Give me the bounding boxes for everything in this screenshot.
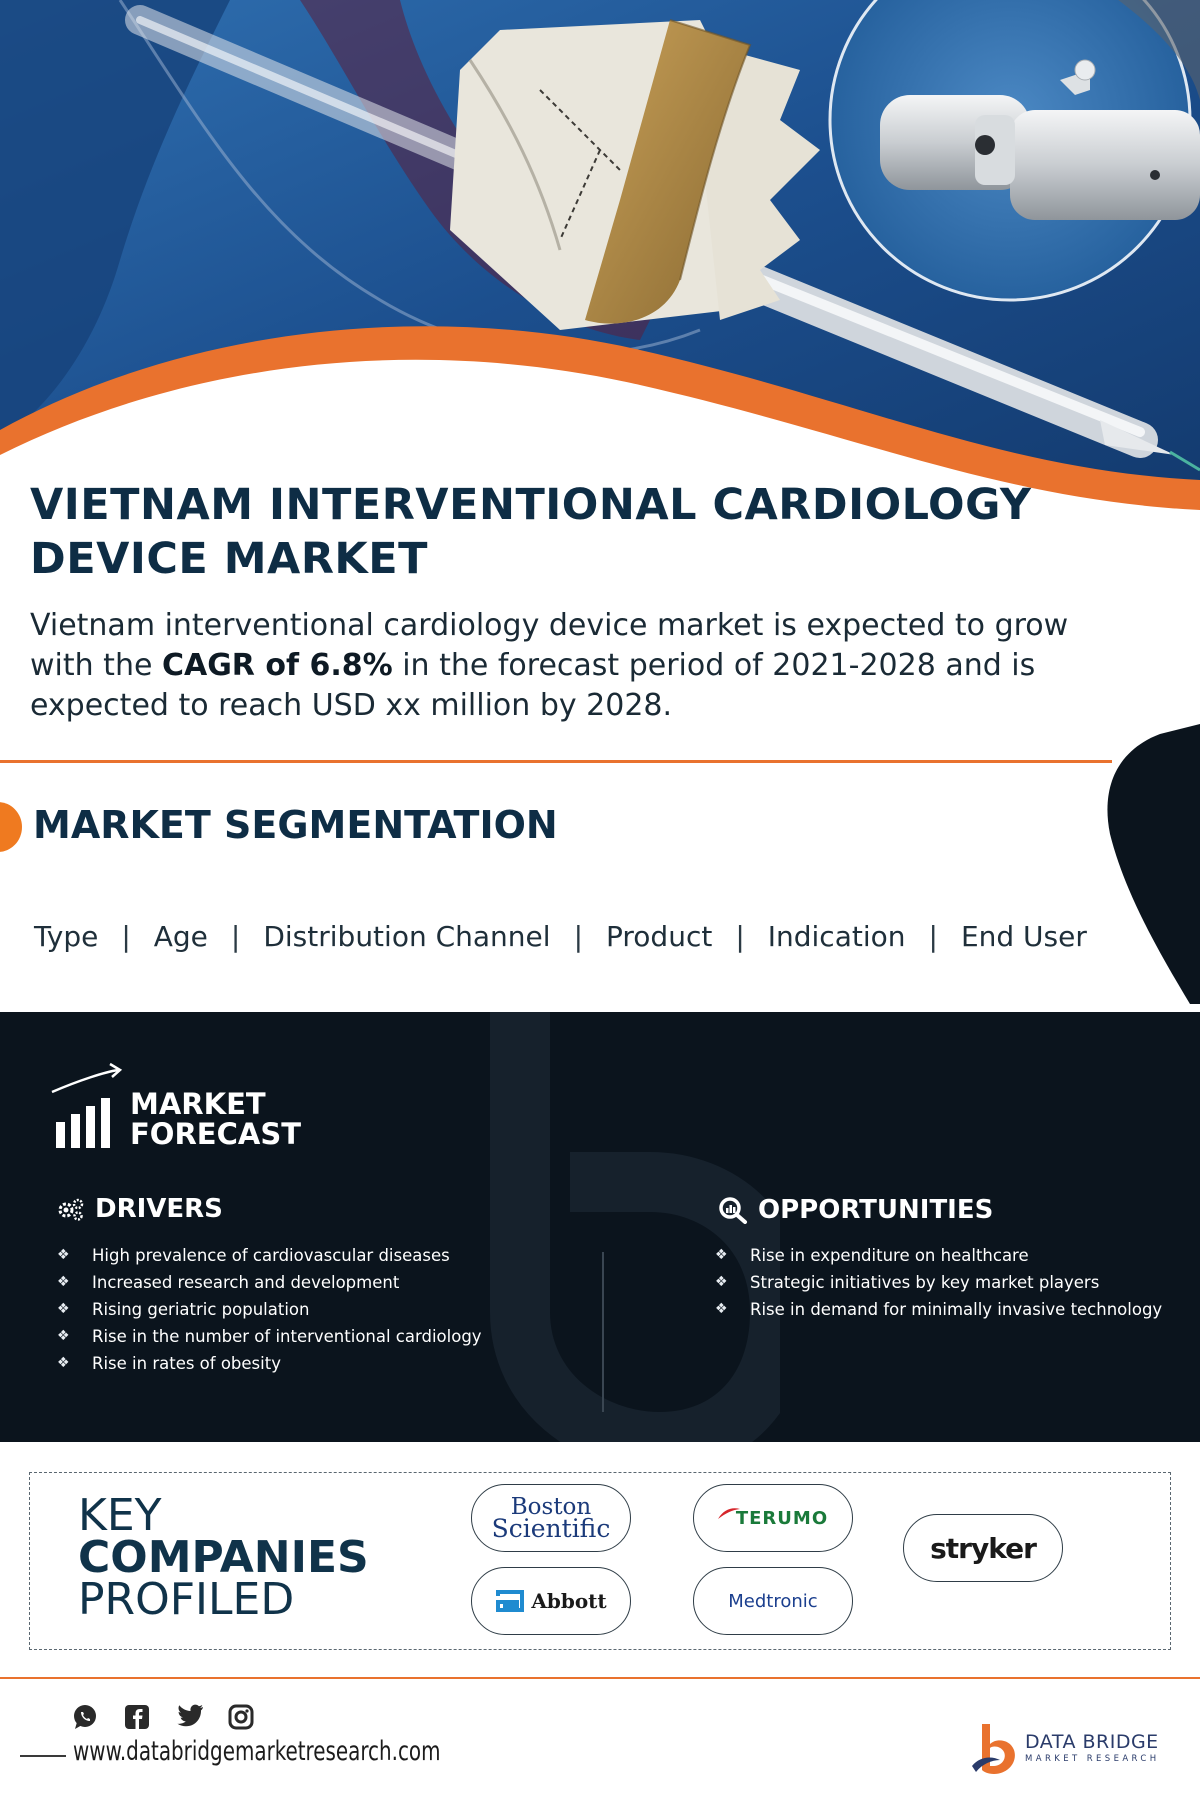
segment-separator: |: [928, 920, 938, 953]
footer-divider: [0, 1677, 1200, 1679]
segment-separator: |: [230, 920, 241, 953]
intro-suffix: in the forecast period of 2021-2028 and is expected to reach USD xx million by 2028.: [30, 648, 1036, 723]
social-icons: [72, 1704, 280, 1734]
stryker-logo: [903, 1514, 1063, 1582]
dark-corner-decoration: [1100, 724, 1200, 1004]
medtronic-text: Medtronic: [728, 1590, 818, 1612]
intro-paragraph: [30, 606, 1140, 726]
segment-end-user: End User: [960, 920, 1087, 953]
bullet-icon: ❖: [57, 1328, 70, 1344]
segment-separator: |: [121, 920, 131, 953]
segment-age: Age: [153, 920, 208, 953]
key-companies-box: [29, 1472, 1171, 1650]
list-item: [715, 1269, 1162, 1296]
kc-line2: COMPANIES: [78, 1532, 369, 1583]
bullet-icon: ❖: [57, 1301, 70, 1317]
bullet-icon: ❖: [715, 1301, 728, 1317]
segment-type: Type: [34, 920, 99, 953]
website-url[interactable]: www.databridgemarketresearch.com: [73, 1736, 441, 1767]
driver-text: Rise in rates of obesity: [92, 1354, 281, 1373]
magnifier-icon: [718, 1196, 748, 1224]
driver-text: Rising geriatric population: [92, 1300, 310, 1319]
terumo-logo: [693, 1484, 853, 1552]
facebook-icon[interactable]: [124, 1704, 176, 1734]
bullet-icon: ❖: [57, 1355, 70, 1371]
boston-line1: Boston: [510, 1494, 592, 1520]
segment-indication: Indication: [767, 920, 906, 953]
terumo-text: TERUMO: [735, 1507, 829, 1529]
bullet-icon: ❖: [715, 1247, 728, 1263]
abbott-logo: [471, 1567, 631, 1635]
column-divider: [602, 1252, 604, 1412]
data-bridge-subtitle: MARKET RESEARCH: [1025, 1754, 1160, 1764]
market-forecast-panel: [0, 1012, 1200, 1442]
segmentation-list: [34, 920, 1174, 953]
data-bridge-name: DATA BRIDGE: [1025, 1731, 1159, 1753]
key-companies-title: [78, 1490, 418, 1625]
list-item: [57, 1323, 482, 1350]
instagram-icon[interactable]: [228, 1704, 280, 1734]
opportunities-title: OPPORTUNITIES: [758, 1195, 994, 1225]
opportunity-text: Rise in expenditure on healthcare: [750, 1246, 1029, 1265]
hero-illustration: [0, 0, 1200, 510]
list-item: [715, 1242, 1162, 1269]
opportunities-heading: [718, 1195, 993, 1225]
valve-device-illustration: [0, 0, 1200, 510]
stryker-text: stryker: [930, 1531, 1036, 1565]
intro-prefix: Vietnam interventional cardiology device market is expected to grow with the: [30, 608, 1069, 683]
forecast-title-line2: FORECAST: [130, 1117, 301, 1151]
twitter-icon[interactable]: [176, 1704, 228, 1734]
drivers-title: DRIVERS: [95, 1194, 223, 1224]
bullet-icon: ❖: [715, 1274, 728, 1290]
driver-text: Increased research and development: [92, 1273, 400, 1292]
bullet-icon: ❖: [57, 1247, 70, 1263]
bullet-icon: ❖: [57, 1274, 70, 1290]
orange-dot-decoration: [0, 802, 22, 852]
medtronic-logo: [693, 1567, 853, 1635]
watermark-logo-icon: [420, 1012, 780, 1442]
list-item: [57, 1269, 482, 1296]
segment-separator: |: [573, 920, 583, 953]
driver-text: High prevalence of cardiovascular diseases: [92, 1246, 450, 1265]
opportunities-list: [715, 1242, 1162, 1323]
list-item: [57, 1296, 482, 1323]
drivers-list: [57, 1242, 482, 1377]
boston-scientific-logo: [471, 1484, 631, 1552]
segment-separator: |: [735, 920, 745, 953]
list-item: [57, 1350, 482, 1377]
abbott-text: Abbott: [531, 1589, 607, 1613]
forecast-title-line1: MARKET: [130, 1087, 266, 1121]
drivers-heading: [57, 1194, 223, 1224]
kc-line3: PROFILED: [78, 1574, 295, 1625]
segment-distribution-channel: Distribution Channel: [263, 920, 551, 953]
kc-line1: KEY: [78, 1490, 162, 1541]
whatsapp-icon[interactable]: [72, 1704, 124, 1734]
list-item: [57, 1242, 482, 1269]
opportunity-text: Strategic initiatives by key market players: [750, 1273, 1100, 1292]
list-item: [715, 1296, 1162, 1323]
driver-text: Rise in the number of interventional cardiology: [92, 1327, 482, 1346]
gears-icon: [57, 1197, 85, 1221]
market-forecast-title: [130, 1089, 370, 1149]
opportunity-text: Rise in demand for minimally invasive technology: [750, 1300, 1163, 1319]
abbott-mark-icon: [495, 1588, 525, 1614]
cagr-highlight: CAGR of 6.8%: [161, 648, 393, 683]
page-title: VIETNAM INTERVENTIONAL CARDIOLOGY DEVICE MARKET: [30, 480, 1032, 584]
segment-product: Product: [606, 920, 713, 953]
orange-divider: [0, 760, 1112, 763]
segmentation-title: MARKET SEGMENTATION: [33, 803, 558, 847]
url-line-decoration: [20, 1755, 66, 1757]
boston-line2: Scientific: [491, 1514, 611, 1543]
